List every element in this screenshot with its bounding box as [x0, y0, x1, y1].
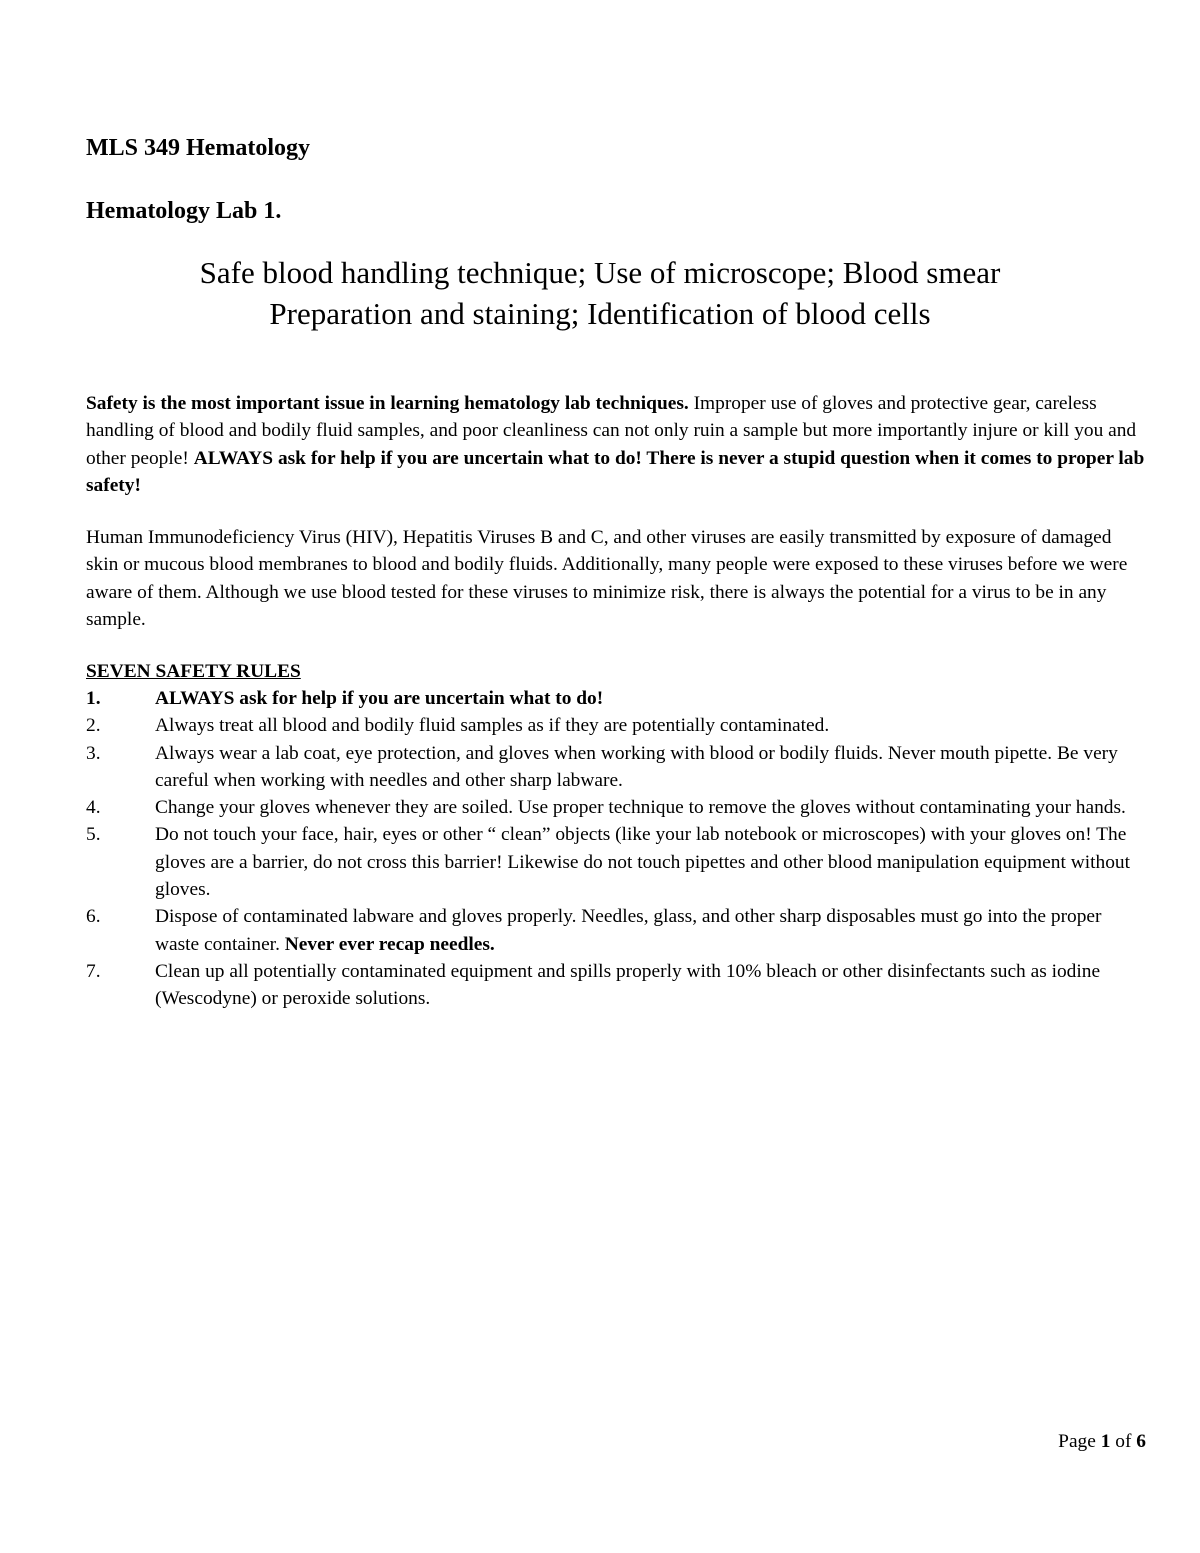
intro-bold-tail: ALWAYS ask for help if you are uncertain what to do! There is never a stupid question when it comes to proper lab safety! [86, 447, 1145, 496]
course-title: MLS 349 Hematology [86, 135, 310, 161]
rule-number: 7. [86, 960, 101, 982]
page-word: Page [1058, 1431, 1096, 1452]
rule-item [86, 821, 1146, 903]
main-heading-line-1: Safe blood handling technique; Use of microscope; Blood smear [199, 255, 1001, 290]
rule-number: 4. [86, 797, 101, 819]
page-number [1000, 1428, 1146, 1455]
rule-item [86, 712, 1146, 739]
rule-item [86, 740, 1146, 795]
rule-number: 5. [86, 824, 101, 846]
rule-text: Clean up all potentially contaminated equipment and spills properly with 10% bleach or other disinfectants such as iodine (Wescodyne) or peroxide solutions. [155, 960, 1101, 1010]
page-current: 1 [1100, 1431, 1111, 1452]
main-heading-line-2: Preparation and staining; Identification of blood cells [269, 296, 931, 331]
rule-text: Always wear a lab coat, eye protection, and gloves when working with blood or bodily fluids. Never mouth pipette. Be very careful when working with needles and other sharp labware. [155, 742, 1118, 791]
intro-body: Improper use of gloves and protective gear, careless handling of blood and bodily fluid samples, and poor cleanliness can not only ruin a sample but more importantly injure or kill you and other people! [86, 393, 1137, 469]
page-of-word: of [1115, 1431, 1132, 1452]
lab-title: Hematology Lab 1. [86, 198, 282, 224]
intro-paragraph [86, 390, 1146, 499]
rule-item [86, 685, 1146, 712]
rule-text [155, 903, 1146, 958]
rule-number: 6. [86, 906, 101, 928]
rule-number: 2. [86, 715, 101, 737]
rules-list [86, 685, 1146, 1013]
rule-text: Change your gloves whenever they are soiled. Use proper technique to remove the gloves without contaminating your hands. [155, 797, 1126, 819]
rule-number: 3. [86, 742, 101, 764]
rule-item [86, 958, 1146, 1013]
rule-number: 1. [86, 688, 101, 709]
rule-text: Do not touch your face, hair, eyes or other “ clean” objects (like your lab notebook or microscopes) with your gloves on! The gloves are a barrier, do not cross this barrier! Likewise do not touch pipettes and other blood manipulation equipment without gloves. [155, 824, 1130, 901]
rules-heading: SEVEN SAFETY RULES [86, 661, 301, 682]
rule-item [86, 903, 1146, 958]
rule-text-body: Dispose of contaminated labware and gloves properly. Needles, glass, and other sharp disposables must go into the proper waste container. [155, 906, 1102, 955]
rule-item [86, 794, 1146, 821]
rule-text-bold-tail: Never ever recap needles. [284, 933, 495, 955]
rule-text: Always treat all blood and bodily fluid samples as if they are potentially contaminated. [155, 715, 830, 737]
page-total: 6 [1136, 1431, 1146, 1452]
main-heading [100, 252, 1100, 334]
virus-paragraph: Human Immunodeficiency Virus (HIV), Hepatitis Viruses B and C, and other viruses are easily transmitted by exposure of damaged skin or mucous blood membranes to blood and bodily fluids. Additionally, many people were exposed to these viruses before we were aware of them. Although we use blood tested for these viruses to minimize risk, there is always the potential for a virus to be in any sample. [86, 527, 1128, 630]
rule-text: ALWAYS ask for help if you are uncertain what to do! [155, 688, 604, 709]
intro-bold-lead: Safety is the most important issue in learning hematology lab techniques. [86, 393, 689, 414]
